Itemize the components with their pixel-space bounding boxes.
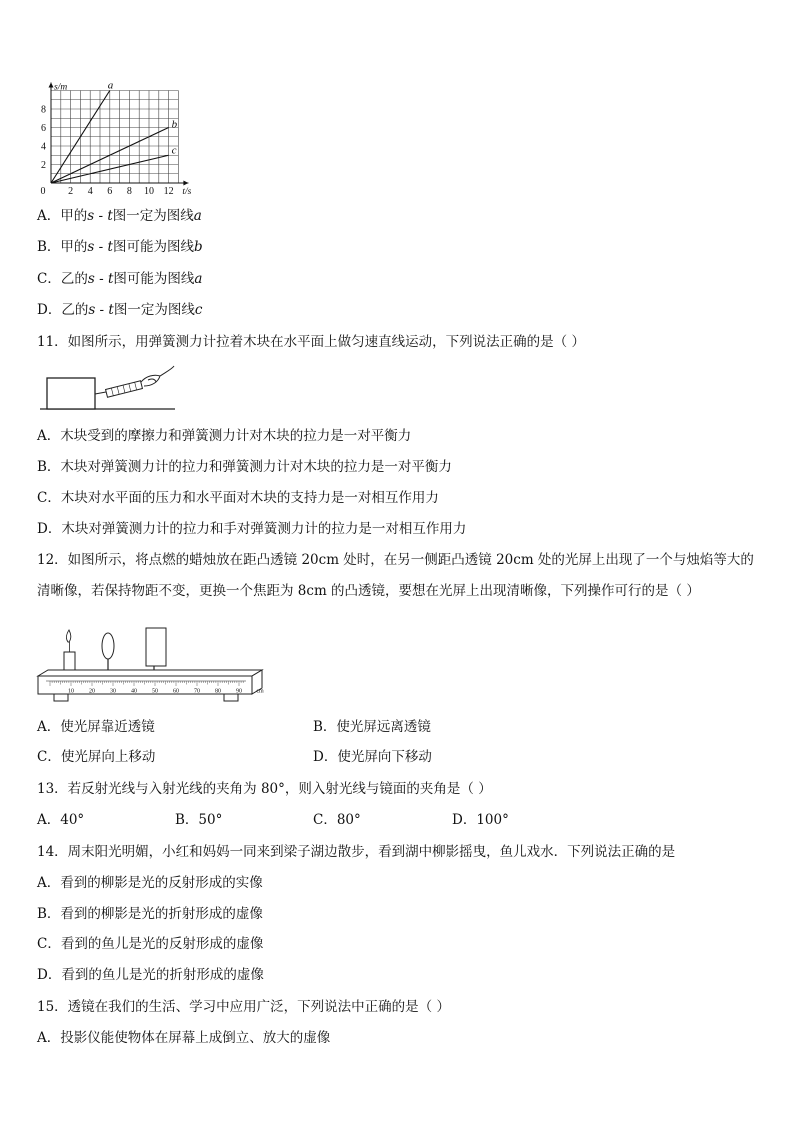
- q12-stem-line2: 清晰像，若保持物距不变，更换一个焦距为 8cm 的凸透镜，要想在光屏上出现清晰像，下列操作可行的是（ ）: [37, 583, 700, 599]
- x-tick-label: 8: [126, 186, 132, 197]
- bench-tick-label: 40: [131, 688, 137, 695]
- series-label-a: a: [107, 82, 114, 92]
- spring-scale-figure: [40, 364, 180, 412]
- q12-option-a[interactable]: A．使光屏靠近透镜: [37, 719, 155, 735]
- q14-option-d[interactable]: D．看到的鱼儿是光的折射形成的虚像: [37, 967, 264, 983]
- bench-tick-label: 60: [173, 688, 179, 695]
- q11-option-a[interactable]: A．木块受到的摩擦力和弹簧测力计对木块的拉力是一对平衡力: [37, 428, 412, 444]
- q14-option-c[interactable]: C．看到的鱼儿是光的反射形成的虚像: [37, 936, 264, 952]
- y-tick-label: 4: [41, 141, 46, 153]
- q12-stem-line1: 12．如图所示，将点燃的蜡烛放在距凸透镜 20cm 处时，在另一侧距凸透镜 20cm 处的光屏上出现了一个与烛焰等大的: [37, 552, 754, 568]
- y-axis-arrow: [49, 83, 54, 88]
- bench-tick-label: cm: [256, 688, 264, 695]
- bench-tick-label: 50: [152, 688, 158, 695]
- x-tick-label: 2: [68, 186, 74, 197]
- q12-option-d[interactable]: D．使光屏向下移动: [313, 749, 432, 765]
- x-tick-label: 4: [87, 186, 93, 197]
- q15-stem: 15．透镜在我们的生活、学习中应用广泛，下列说法中正确的是（ ）: [37, 999, 450, 1015]
- q10-option-c[interactable]: C．乙的s - t图可能为图线a: [37, 271, 203, 287]
- q13-option-c[interactable]: C．80°: [313, 812, 361, 828]
- series-label-c: c: [171, 144, 177, 157]
- x-tick-label: 6: [107, 186, 113, 197]
- bench-tick-label: 10: [68, 688, 74, 695]
- y-tick-label: 6: [41, 123, 46, 134]
- q14-option-b[interactable]: B．看到的柳影是光的折射形成的虚像: [37, 906, 263, 922]
- chart-axes: [49, 83, 189, 186]
- q14-stem: 14．周末阳光明媚，小红和妈妈一同来到梁子湖边散步，看到湖中柳影摇曳，鱼儿戏水．下列说法正确的是: [37, 844, 676, 860]
- q10-option-b[interactable]: B．甲的s - t图可能为图线b: [37, 239, 203, 255]
- q12-option-b[interactable]: B．使光屏远离透镜: [313, 719, 431, 735]
- y-axis-label: s/m: [54, 82, 68, 93]
- q13-option-a[interactable]: A．40°: [37, 812, 85, 828]
- x-tick-label: 0: [40, 186, 46, 197]
- q15-option-a[interactable]: A．投影仪能使物体在屏幕上成倒立、放大的虚像: [37, 1030, 331, 1046]
- x-tick-label: 12: [163, 186, 174, 197]
- q13-option-b[interactable]: B．50°: [175, 812, 223, 828]
- q10-option-d[interactable]: D．乙的s - t图一定为图线c: [37, 302, 203, 318]
- q11-option-c[interactable]: C．木块对水平面的压力和水平面对木块的支持力是一对相互作用力: [37, 490, 439, 506]
- bench-tick-label: 30: [110, 688, 116, 695]
- q11-stem: 11．如图所示，用弹簧测力计拉着木块在水平面上做匀速直线运动，下列说法正确的是（ ）: [37, 334, 585, 350]
- x-tick-label: 10: [144, 186, 154, 197]
- y-tick-label: 8: [41, 104, 46, 116]
- series-label-b: b: [171, 118, 178, 131]
- x-axis-label: t/s: [182, 187, 192, 197]
- q11-option-d[interactable]: D．木块对弹簧测力计的拉力和手对弹簧测力计的拉力是一对相互作用力: [37, 521, 467, 537]
- x-axis-arrow: [183, 181, 188, 186]
- bench-tick-label: 80: [215, 688, 221, 695]
- q11-option-b[interactable]: B．木块对弹簧测力计的拉力和弹簧测力计对木块的拉力是一对平衡力: [37, 459, 452, 475]
- q12-option-c[interactable]: C．使光屏向上移动: [37, 749, 156, 765]
- bench-tick-label: 70: [194, 688, 200, 695]
- q14-option-a[interactable]: A．看到的柳影是光的反射形成的实像: [37, 875, 263, 891]
- optical-bench-figure: [36, 624, 266, 706]
- bench-tick-label: 90: [236, 688, 242, 695]
- q10-option-a[interactable]: A．甲的s - t图一定为图线a: [37, 208, 202, 224]
- chart-grid: [51, 91, 178, 184]
- q13-stem: 13．若反射光线与入射光线的夹角为 80°，则入射光线与镜面的夹角是（ ）: [37, 781, 492, 797]
- q13-option-d[interactable]: D．100°: [452, 812, 509, 828]
- st-chart: [32, 82, 192, 198]
- y-tick-label: 2: [41, 160, 46, 171]
- bench-tick-label: 20: [89, 688, 95, 695]
